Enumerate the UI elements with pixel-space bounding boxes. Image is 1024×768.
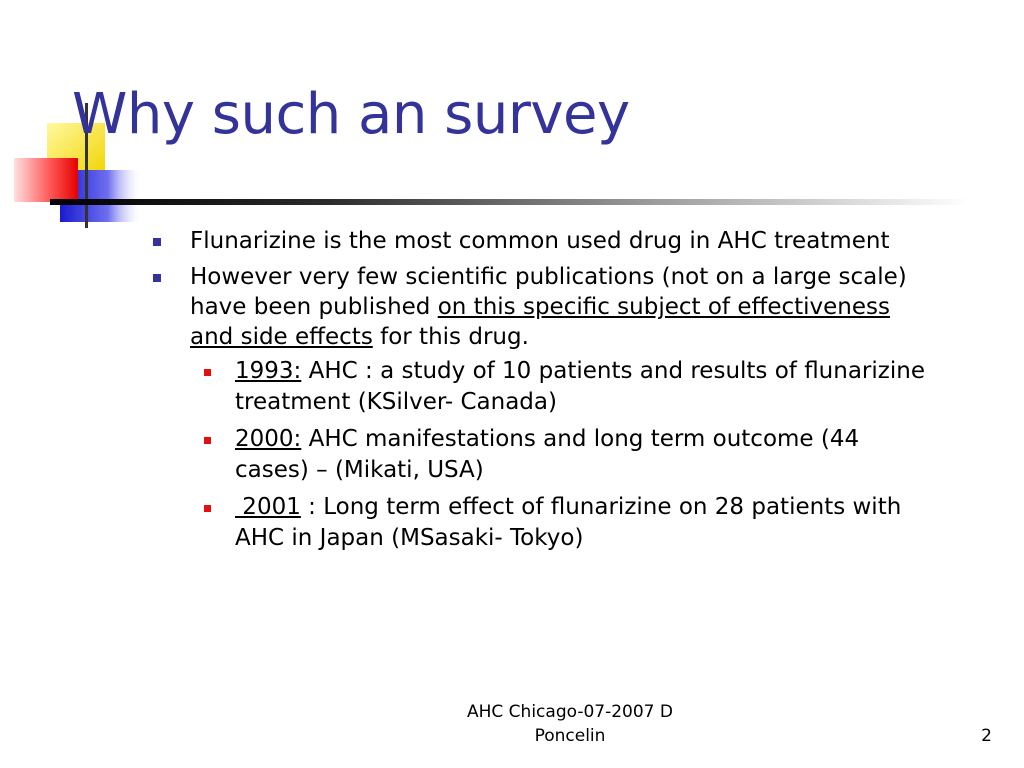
sub-bullet-text: AHC manifestations and long term outcome (44 cases) – (Mikati, USA) — [235, 426, 860, 483]
title-divider — [50, 199, 970, 205]
sub-bullet-year: 2001 — [235, 494, 301, 520]
square-bullet-icon — [153, 238, 161, 246]
page-number: 2 — [981, 726, 992, 746]
bullet-list — [150, 226, 940, 554]
square-bullet-icon — [204, 437, 211, 444]
square-bullet-icon — [153, 274, 161, 282]
slide-title: Why such an survey — [72, 82, 630, 147]
footer-text: AHC Chicago-07-2007 D Poncelin — [467, 702, 673, 746]
sub-bullet-item — [150, 356, 940, 418]
sub-bullet-text: AHC : a study of 10 patients and results of flunarizine treatment (KSilver- Canada) — [235, 358, 925, 415]
bullet-text-after: for this drug. — [372, 324, 529, 350]
slide-content — [150, 226, 940, 560]
bullet-text-underlined: on this specific subject of effectiveness and side effects — [190, 294, 890, 350]
bullet-text-before: However very few scientific publications (not on a large scale) have been published — [190, 264, 907, 320]
bullet-text: Flunarizine is the most common used drug in AHC treatment — [190, 228, 890, 254]
sub-bullet-year: 2000: — [235, 426, 302, 452]
sub-bullet-year: 1993: — [235, 358, 302, 384]
sub-bullet-text: : Long term effect of flunarizine on 28 patients with AHC in Japan (MSasaki- Tokyo) — [235, 494, 902, 551]
bullet-item — [150, 226, 940, 256]
sub-bullet-item — [150, 492, 940, 554]
square-bullet-icon — [204, 505, 211, 512]
bullet-item — [150, 262, 940, 554]
sub-bullet-list — [190, 356, 940, 554]
square-bullet-icon — [204, 369, 211, 376]
sub-bullet-item — [150, 424, 940, 486]
